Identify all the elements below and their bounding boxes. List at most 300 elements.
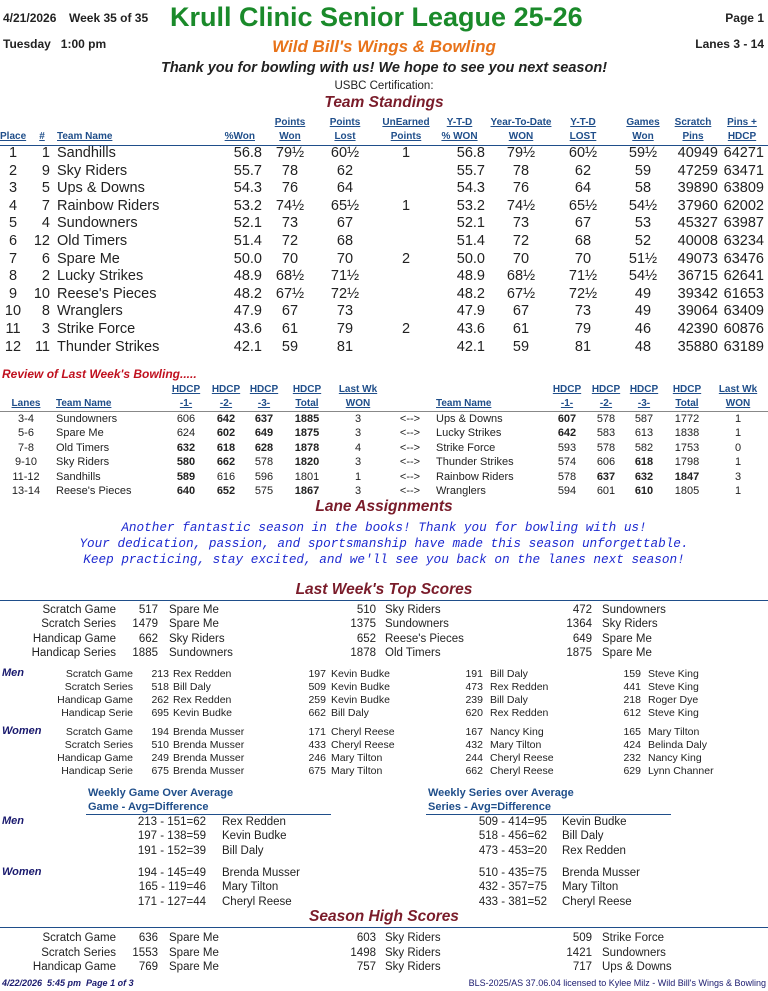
standings-cell: Old Timers [57, 233, 128, 249]
score-name: Spare Me [169, 618, 219, 631]
standings-cell: Sundowners [57, 215, 138, 232]
score-name: Spare Me [169, 604, 219, 616]
standings-cell: Spare Me [57, 250, 120, 267]
top-scores-title: Last Week's Top Scores [295, 581, 473, 598]
standings-cell: 81 [336, 338, 354, 355]
review-score-away: 1 [734, 456, 742, 469]
standings-header-6: UnEarned [382, 117, 430, 128]
review-header: HDCP [629, 384, 659, 395]
score-name: Kevin Budke [331, 668, 390, 680]
score-value: 433 [308, 739, 326, 751]
standings-cell: 63476 [723, 250, 764, 267]
review-score-away: 601 [596, 485, 616, 497]
review-team-home: Sandhills [56, 470, 101, 483]
standings-cell: 74½ [275, 197, 305, 214]
standings-cell: 73 [336, 303, 354, 320]
review-score-home: 602 [216, 427, 236, 440]
report-date: 4/21/2026 [3, 11, 57, 25]
score-value: 472 [572, 604, 592, 616]
score-name: Cheryl Reese [331, 739, 395, 751]
standings-cell: 79 [336, 321, 354, 337]
standings-cell: 60876 [723, 321, 764, 337]
game-over-average-title: Weekly Game Over Average [88, 787, 234, 799]
standings-cell: 3 [8, 180, 18, 197]
standings-cell: 1 [8, 145, 18, 161]
over-average-calc: 473 - 453=20 [478, 844, 547, 857]
score-name: Sky Riders [385, 604, 441, 616]
season-high-title: Season High Scores [309, 908, 459, 925]
score-value: 171 [308, 726, 326, 738]
standings-cell: 76 [281, 180, 299, 197]
standings-cell: 7 [8, 250, 18, 267]
bowling-center: Wild Bill's Wings & Bowling [272, 37, 496, 56]
standings-cell: 63189 [723, 338, 764, 355]
review-header: Total [675, 398, 699, 409]
review-score-away: 582 [634, 441, 654, 454]
review-header: -3- [637, 398, 651, 409]
standings-cell: 60½ [568, 145, 598, 161]
review-score-away: 1838 [674, 427, 700, 440]
lane-message-line-3: Keep practicing, stay excited, and we'll see you back on the lanes next season! [83, 552, 685, 567]
over-average-calc: 165 - 119=46 [138, 881, 206, 894]
standings-cell: 56.8 [233, 145, 262, 161]
review-header: -2- [599, 398, 613, 409]
standings-cell: Thunder Strikes [57, 338, 160, 355]
standings-cell: 70 [512, 250, 530, 267]
review-score-home: 1820 [294, 456, 320, 469]
standings-cell: 53.2 [456, 197, 485, 214]
score-value: 165 [623, 726, 641, 738]
standings-cell: Lucky Strikes [57, 268, 144, 285]
standings-cell: 52 [634, 233, 652, 249]
standings-cell: 49 [634, 285, 652, 302]
score-label: Scratch Game [65, 668, 133, 680]
review-score-home: 640 [176, 485, 196, 497]
review-score-away: 632 [634, 470, 654, 483]
standings-cell: Strike Force [57, 321, 136, 337]
standings-header-8: Year-To-Date [490, 117, 552, 128]
score-label: Scratch Series [41, 946, 116, 959]
review-score-home: 3 [354, 413, 362, 425]
score-value: 510 [356, 604, 376, 616]
score-value: 509 [572, 932, 592, 944]
over-average-calc: 191 - 152=39 [137, 844, 206, 857]
score-name: Reese's Pieces [385, 632, 464, 645]
standings-header-4: Won [279, 131, 301, 142]
review-score-home: 1801 [294, 470, 320, 483]
review-score-home: 3 [354, 427, 362, 440]
score-value: 1375 [350, 618, 376, 631]
review-score-home: 1 [354, 470, 362, 483]
score-label: Scratch Game [42, 932, 116, 944]
standings-cell: 5 [41, 180, 50, 197]
score-value: 603 [356, 932, 376, 944]
score-name: Kevin Budke [331, 681, 390, 693]
standings-cell: 65½ [330, 197, 360, 214]
standings-cell: 46 [634, 321, 652, 337]
standings-cell: 45327 [677, 215, 718, 232]
standings-cell: 78 [281, 162, 299, 179]
review-lanes: 11-12 [12, 470, 40, 483]
score-label: Handicap Serie [61, 707, 133, 719]
over-average-name: Kevin Budke [222, 830, 287, 843]
over-average-name: Bill Daly [562, 830, 604, 843]
score-value: 649 [572, 632, 592, 645]
review-score-away: 593 [557, 441, 577, 454]
review-score-away: 1753 [674, 441, 700, 454]
score-value: 1878 [350, 647, 376, 660]
standings-cell: Rainbow Riders [57, 197, 160, 214]
standings-cell: 9 [41, 162, 50, 179]
standings-cell: 6 [8, 233, 18, 249]
standings-cell: 40949 [677, 145, 718, 161]
score-name: Bill Daly [331, 707, 369, 719]
lane-message-line-1: Another fantastic season in the books! Thank you for bowling with us! [121, 520, 647, 535]
review-score-home: 3 [354, 485, 362, 497]
score-value: 1553 [132, 946, 158, 959]
score-value: 1875 [566, 647, 592, 660]
review-header: Last Wk [338, 384, 378, 395]
standings-cell: Reese's Pieces [57, 285, 157, 302]
score-name: Mary Tilton [331, 765, 383, 777]
standings-header-5: Points [329, 117, 361, 128]
score-name: Sky Riders [169, 632, 225, 645]
review-team-home: Sundowners [56, 413, 118, 425]
standings-cell: 54.3 [456, 180, 485, 197]
standings-cell: 63471 [723, 162, 764, 179]
review-score-home: 642 [216, 413, 236, 425]
week-label: Week 35 of 35 [69, 11, 149, 25]
standings-cell: 43.6 [456, 321, 485, 337]
standings-header-7: Y-T-D [446, 117, 473, 128]
score-value: 769 [138, 961, 158, 974]
standings-cell: 48.9 [456, 268, 485, 285]
over-average-name: Cheryl Reese [222, 895, 292, 908]
review-header: -3- [257, 398, 271, 409]
score-value: 620 [465, 707, 483, 719]
score-label: Handicap Serie [61, 765, 133, 777]
over-average-calc: 197 - 138=59 [137, 830, 206, 843]
score-name: Mary Tilton [331, 752, 383, 764]
standings-cell: 63234 [723, 233, 764, 249]
review-header-team: Team Name [436, 398, 492, 409]
standings-cell: 70 [281, 250, 299, 267]
standings-cell: 79½ [506, 145, 536, 161]
score-name: Cheryl Reese [490, 765, 554, 777]
score-name: Sundowners [602, 604, 666, 616]
review-score-home: 652 [216, 485, 236, 497]
score-name: Mary Tilton [648, 726, 700, 738]
top-scores-divider [0, 600, 768, 601]
series-over-average-title: Weekly Series over Average [428, 787, 574, 799]
score-name: Nancy King [648, 752, 702, 764]
score-value: 675 [308, 765, 326, 777]
score-value: 517 [138, 604, 158, 616]
review-header: Total [295, 398, 319, 409]
score-value: 1885 [132, 647, 158, 660]
score-name: Steve King [648, 707, 699, 719]
review-vs: <--> [399, 470, 421, 483]
review-header: Last Wk [718, 384, 758, 395]
standings-header-0: Place [0, 131, 27, 142]
standings-cell: 67 [336, 215, 354, 232]
score-value: 441 [623, 681, 641, 693]
standings-cell: 48.2 [456, 285, 485, 302]
standings-cell: 55.7 [233, 162, 262, 179]
standings-cell: 49 [634, 303, 652, 320]
review-header: HDCP [552, 384, 582, 395]
standings-cell: 67 [512, 303, 530, 320]
standings-cell: 68 [574, 233, 592, 249]
standings-cell: 51½ [628, 250, 658, 267]
standings-cell: 2 [401, 321, 411, 337]
standings-cell: 81 [574, 338, 592, 355]
standings-cell: 4 [8, 197, 18, 214]
standings-cell: 49073 [677, 250, 718, 267]
review-score-away: 1 [734, 413, 742, 425]
review-header: HDCP [249, 384, 279, 395]
review-score-away: 1 [734, 427, 742, 440]
score-name: Old Timers [385, 647, 441, 660]
score-name: Kevin Budke [331, 694, 390, 706]
standings-cell: 70 [336, 250, 354, 267]
review-team-home: Sky Riders [56, 456, 110, 469]
review-score-away: 583 [596, 427, 616, 440]
score-name: Spare Me [169, 946, 219, 959]
standings-cell: 71½ [568, 268, 598, 285]
review-score-away: 1798 [674, 456, 700, 469]
score-value: 249 [151, 752, 169, 764]
review-score-away: 642 [557, 427, 577, 440]
review-score-away: 578 [596, 413, 616, 425]
review-team-home: Reese's Pieces [56, 485, 132, 497]
standings-header-3: %Won [224, 131, 255, 142]
standings-cell: 64 [336, 180, 354, 197]
standings-cell: 1 [401, 197, 411, 214]
review-score-home: 1878 [294, 441, 320, 454]
score-label: Handicap Game [57, 694, 133, 706]
score-name: Rex Redden [490, 681, 549, 693]
review-score-away: 0 [734, 441, 742, 454]
review-header: HDCP [211, 384, 241, 395]
score-value: 191 [465, 668, 483, 680]
standings-cell: 67 [281, 303, 299, 320]
day-time: Tuesday 1:00 pm [3, 37, 107, 51]
standings-cell: 59 [281, 338, 299, 355]
review-header: -1- [560, 398, 574, 409]
standings-cell: 39064 [677, 303, 718, 320]
review-score-away: 578 [596, 441, 616, 454]
review-team-away: Ups & Downs [436, 413, 503, 425]
footer-license: BLS-2025/AS 37.06.04 licensed to Kylee Milz - Wild Bill's Wings & Bowling [468, 978, 766, 988]
review-score-home: 3 [354, 456, 362, 469]
lane-assignments-title: Lane Assignments [315, 498, 453, 515]
standings-cell: 59 [634, 162, 652, 179]
score-name: Cheryl Reese [490, 752, 554, 764]
score-label: Scratch Series [64, 681, 133, 693]
standings-cell: 50.0 [233, 250, 262, 267]
standings-cell: 43.6 [233, 321, 262, 337]
lanes-range: Lanes 3 - 14 [695, 37, 764, 51]
review-vs: <--> [399, 413, 421, 425]
score-name: Brenda Musser [173, 752, 245, 764]
over-average-calc: 510 - 435=75 [478, 867, 547, 879]
standings-cell: 56.8 [456, 145, 485, 161]
over-average-name: Brenda Musser [222, 867, 300, 879]
review-team-home: Spare Me [56, 427, 104, 440]
standings-cell: 42.1 [456, 338, 485, 355]
review-score-home: 1885 [294, 413, 320, 425]
review-team-home: Old Timers [56, 441, 110, 454]
review-score-home: 637 [254, 413, 274, 425]
score-name: Belinda Daly [648, 739, 707, 751]
score-name: Ups & Downs [602, 961, 672, 974]
top-men-label: Men [2, 667, 24, 679]
standings-cell: 48.2 [233, 285, 262, 302]
standings-cell: 1 [41, 145, 50, 161]
standings-cell: 5 [8, 215, 18, 232]
score-label: Scratch Game [42, 604, 116, 616]
standings-cell: 52.1 [456, 215, 485, 232]
standings-cell: 63987 [723, 215, 764, 232]
standings-cell: 7 [41, 197, 50, 214]
review-header: WON [725, 398, 751, 409]
score-value: 509 [308, 681, 326, 693]
review-score-away: 587 [634, 413, 654, 425]
score-value: 194 [151, 726, 169, 738]
standings-cell: 72½ [568, 285, 598, 302]
standings-header-12: Pins + [727, 117, 757, 128]
standings-header-6: Points [390, 131, 422, 142]
score-value: 757 [356, 961, 376, 974]
standings-cell: 65½ [568, 197, 598, 214]
standings-cell: 35880 [677, 338, 718, 355]
review-score-away: 607 [557, 413, 577, 425]
review-score-away: 1 [734, 485, 742, 497]
standings-cell: 53.2 [233, 197, 262, 214]
standings-cell: 40008 [677, 233, 718, 249]
standings-cell: 70 [574, 250, 592, 267]
standings-cell: 74½ [506, 197, 536, 214]
standings-cell: 64271 [723, 145, 764, 161]
score-value: 695 [151, 707, 169, 719]
review-header-lanes: Lanes [11, 398, 41, 409]
score-value: 239 [465, 694, 483, 706]
review-score-away: 606 [596, 456, 616, 469]
score-value: 473 [465, 681, 483, 693]
review-score-home: 578 [254, 456, 274, 469]
over-average-calc: 518 - 456=62 [478, 830, 547, 843]
score-value: 675 [151, 765, 169, 777]
review-score-home: 596 [254, 470, 274, 483]
score-value: 159 [623, 668, 641, 680]
over-average-calc: 171 - 127=44 [137, 895, 206, 908]
review-score-home: 4 [354, 441, 362, 454]
score-name: Brenda Musser [173, 726, 245, 738]
score-value: 213 [151, 668, 169, 680]
standings-cell: 61 [512, 321, 530, 337]
standings-cell: 68½ [275, 268, 305, 285]
over-average-calc: 433 - 381=52 [478, 895, 547, 908]
standings-cell: 67½ [275, 285, 305, 302]
review-score-away: 1772 [674, 413, 700, 425]
review-score-away: 637 [596, 470, 616, 483]
score-name: Kevin Budke [173, 707, 232, 719]
standings-cell: 61653 [723, 285, 764, 302]
review-score-home: 628 [254, 441, 274, 454]
standings-cell: 78 [512, 162, 530, 179]
standings-cell: 51.4 [456, 233, 485, 249]
score-value: 262 [151, 694, 169, 706]
score-name: Sundowners [602, 946, 666, 959]
standings-cell: 36715 [677, 268, 718, 285]
over-average-name: Brenda Musser [562, 867, 640, 879]
standings-cell: 54.3 [233, 180, 262, 197]
review-header: -2- [219, 398, 233, 409]
review-score-home: 606 [176, 413, 196, 425]
review-score-home: 616 [216, 470, 236, 483]
standings-cell: 73 [574, 303, 592, 320]
standings-cell: 79 [574, 321, 592, 337]
standings-header-12: HDCP [727, 131, 757, 142]
review-score-home: 618 [216, 441, 236, 454]
review-team-away: Strike Force [436, 441, 496, 454]
standings-cell: 47.9 [456, 303, 485, 320]
review-header: HDCP [672, 384, 702, 395]
score-name: Spare Me [602, 632, 652, 645]
standings-cell: 61 [281, 321, 299, 337]
score-value: 652 [356, 632, 376, 645]
score-name: Mary Tilton [490, 739, 542, 751]
standings-cell: 60½ [330, 145, 360, 161]
standings-cell: 79½ [275, 145, 305, 161]
review-vs: <--> [399, 485, 421, 497]
review-score-away: 578 [557, 470, 577, 483]
score-label: Handicap Game [32, 632, 116, 645]
standings-cell: 73 [281, 215, 299, 232]
standings-cell: 1 [401, 145, 411, 161]
standings-header-7: % WON [441, 131, 478, 142]
score-value: 662 [465, 765, 483, 777]
score-name: Sundowners [385, 618, 449, 631]
standings-cell: 72 [512, 233, 530, 249]
review-score-away: 618 [634, 456, 654, 469]
score-name: Sky Riders [385, 946, 441, 959]
over-average-calc: 432 - 357=75 [478, 881, 547, 894]
score-name: Cheryl Reese [331, 726, 395, 738]
review-header: HDCP [591, 384, 621, 395]
review-score-home: 624 [176, 427, 196, 440]
standings-cell: 39342 [677, 285, 718, 302]
score-value: 259 [308, 694, 326, 706]
score-name: Steve King [648, 668, 699, 680]
standings-cell: 42.1 [233, 338, 262, 355]
score-name: Rex Redden [173, 668, 232, 680]
standings-cell: 67 [574, 215, 592, 232]
score-value: 167 [465, 726, 483, 738]
score-value: 636 [138, 932, 158, 944]
review-lanes: 3-4 [18, 413, 34, 425]
standings-cell: Wranglers [57, 303, 123, 320]
standings-cell: 72 [281, 233, 299, 249]
review-team-away: Lucky Strikes [436, 427, 502, 440]
score-name: Sky Riders [385, 961, 441, 974]
score-value: 218 [623, 694, 641, 706]
score-value: 717 [572, 961, 592, 974]
standings-cell: 8 [41, 303, 50, 320]
standings-header-11: Pins [682, 131, 704, 142]
standings-cell: 68 [336, 233, 354, 249]
